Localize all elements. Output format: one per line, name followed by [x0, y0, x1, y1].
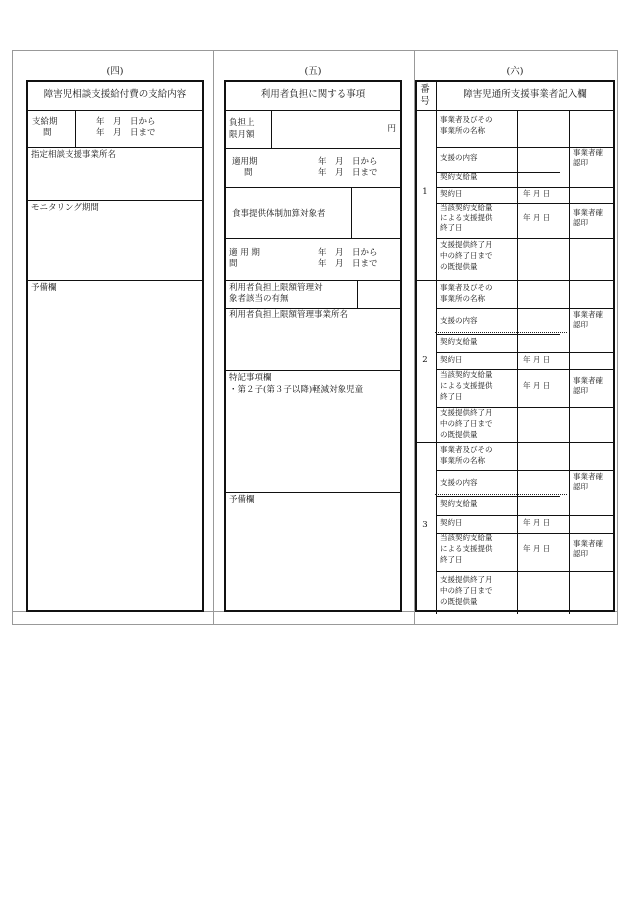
outer-frame-bottom-2 [12, 624, 618, 625]
g3-amount: 契約支給量 [440, 499, 478, 508]
g3-used-3: の既提供量 [440, 597, 478, 606]
g3-confirm-a-2: 認印 [573, 482, 588, 491]
dotted-line-2 [435, 332, 567, 333]
number-header-2: 号 [420, 96, 430, 107]
g1-amount: 契約支給量 [440, 172, 478, 181]
g1-office-1: 事業者及びその [440, 115, 493, 124]
group-number-3: 3 [422, 520, 428, 530]
apply-period-label-1: 適用期 [232, 157, 258, 167]
g2-end-1: 当該契約支給量 [440, 370, 493, 379]
g1-used-2: 中の終了日まで [440, 251, 493, 260]
g3-end-2: による支援提供 [440, 544, 493, 553]
mgmt-target-label-1: 利用者負担上限額管理対 [229, 283, 323, 293]
period-from: 年 月 日から [96, 117, 156, 127]
g2-end-3: 終了日 [440, 392, 463, 401]
g1-used-1: 支援提供終了月 [440, 240, 493, 249]
burden-limit-label-1: 負担上 [229, 118, 255, 128]
special-notes-item: ・第２子(第３子以降)軽減対象児童 [229, 385, 364, 395]
g2-office-2: 事業所の名称 [440, 294, 485, 303]
g2-used-2: 中の終了日まで [440, 419, 493, 428]
g1-content: 支援の内容 [440, 153, 478, 162]
apply-period-label-2: 間 [244, 168, 253, 178]
g2-confirm-b-2: 認印 [573, 386, 588, 395]
period-label-1: 支給期 [32, 117, 58, 127]
g3-contract-date: 契約日 [440, 518, 463, 527]
g1-end-3: 終了日 [440, 223, 463, 232]
group-number-1: 1 [422, 187, 428, 197]
apply-period2-from: 年 月 日から [318, 248, 378, 258]
yen-unit: 円 [387, 124, 396, 134]
apply-period2-label-2: 間 [229, 259, 238, 269]
g1-used-3: の既提供量 [440, 262, 478, 271]
g2-contract-ymd: 年 月 日 [523, 355, 551, 364]
apply-period-from: 年 月 日から [318, 157, 378, 167]
apply-period2-to: 年 月 日まで [318, 259, 378, 269]
g1-contract-ymd: 年 月 日 [523, 189, 551, 198]
g2-used-3: の既提供量 [440, 430, 478, 439]
special-notes-label: 特記事項欄 [229, 373, 272, 383]
mgmt-target-label-2: 象者該当の有無 [229, 294, 289, 304]
g1-confirm-b-2: 認印 [573, 218, 588, 227]
group-number-2: 2 [422, 355, 428, 365]
g3-confirm-b-1: 事業者確 [573, 539, 603, 548]
g1-end-2: による支援提供 [440, 213, 493, 222]
column-divider-1 [213, 50, 214, 624]
apply-period-to: 年 月 日まで [318, 168, 378, 178]
period-to: 年 月 日まで [96, 128, 156, 138]
g3-content: 支援の内容 [440, 478, 478, 487]
g1-office-2: 事業所の名称 [440, 126, 485, 135]
mgmt-office-label: 利用者負担上限額管理事業所名 [229, 310, 349, 320]
section-4-title: 障害児相談支援給付費の支給内容 [43, 89, 187, 100]
section-5-label: (五) [304, 66, 322, 77]
g2-end-2: による支援提供 [440, 381, 493, 390]
section-6-title: 障害児通所支援事業者記入欄 [463, 89, 587, 100]
outer-frame-right [617, 50, 618, 624]
apply-period2-label-1: 適 用 期 [229, 248, 260, 258]
period-label-2: 間 [43, 128, 52, 138]
section-4-label: (四) [106, 66, 124, 77]
g3-office-2: 事業所の名称 [440, 456, 485, 465]
g2-confirm-b-1: 事業者確 [573, 376, 603, 385]
g2-confirm-a-1: 事業者確 [573, 310, 603, 319]
g3-contract-ymd: 年 月 日 [523, 518, 551, 527]
g1-end-ymd: 年 月 日 [523, 213, 551, 222]
g3-end-1: 当該契約支給量 [440, 533, 493, 542]
dotted-line-3 [435, 494, 567, 495]
g3-end-3: 終了日 [440, 555, 463, 564]
section-5-title: 利用者負担に関する事項 [260, 89, 366, 100]
g1-confirm-b-1: 事業者確 [573, 208, 603, 217]
g2-content: 支援の内容 [440, 316, 478, 325]
g2-contract-date: 契約日 [440, 355, 463, 364]
outer-frame-top [12, 50, 618, 51]
meal-provision-label: 食事提供体制加算対象者 [232, 209, 326, 219]
number-header-1: 番 [420, 84, 430, 95]
reserve-label-4: 予備欄 [31, 283, 57, 293]
g3-office-1: 事業者及びその [440, 445, 493, 454]
g1-end-1: 当該契約支給量 [440, 203, 493, 212]
g1-confirm-a-1: 事業者確 [573, 148, 603, 157]
g3-confirm-b-2: 認印 [573, 549, 588, 558]
section-6-label: (六) [506, 66, 524, 77]
g2-amount: 契約支給量 [440, 337, 478, 346]
consultation-office-label: 指定相談支援事業所名 [31, 150, 117, 160]
g3-confirm-a-1: 事業者確 [573, 472, 603, 481]
g1-contract-date: 契約日 [440, 189, 463, 198]
monitoring-period-label: モニタリング期間 [31, 203, 99, 213]
outer-frame-left [12, 50, 13, 624]
g2-office-1: 事業者及びその [440, 283, 493, 292]
g3-end-ymd: 年 月 日 [523, 544, 551, 553]
g1-confirm-a-2: 認印 [573, 158, 588, 167]
g2-confirm-a-2: 認印 [573, 320, 588, 329]
g2-used-1: 支援提供終了月 [440, 408, 493, 417]
reserve-label-5: 予備欄 [229, 495, 255, 505]
g2-end-ymd: 年 月 日 [523, 381, 551, 390]
g3-used-1: 支援提供終了月 [440, 575, 493, 584]
g3-used-2: 中の終了日まで [440, 586, 493, 595]
burden-limit-label-2: 限月額 [229, 130, 255, 140]
